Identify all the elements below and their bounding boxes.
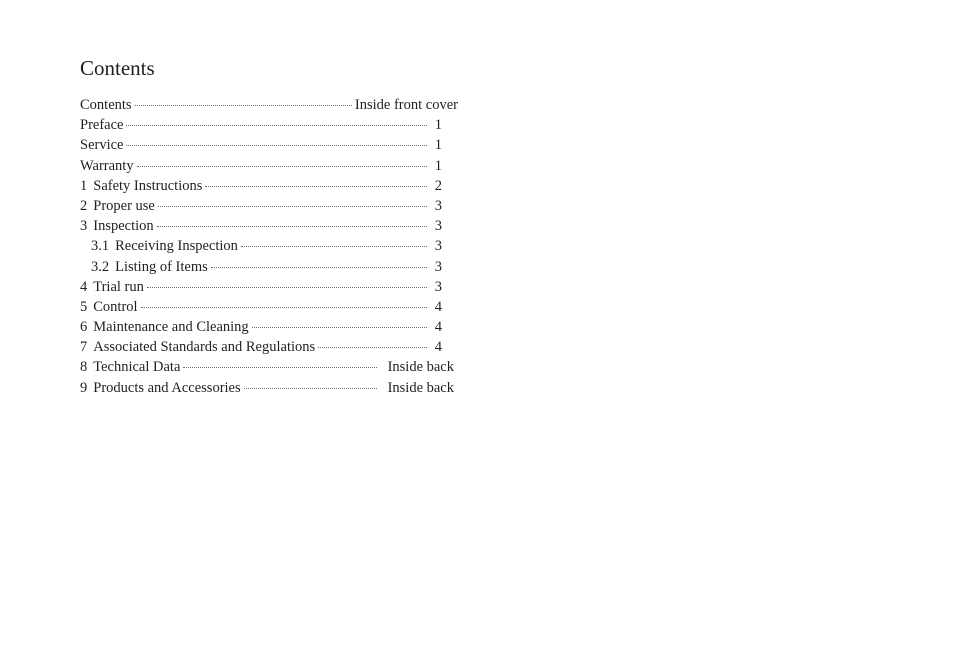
toc-entry-page: 1 — [434, 117, 442, 134]
toc-entry-number: 1 — [80, 177, 88, 194]
toc-entry-label: Preface — [80, 117, 124, 134]
toc-entry-label: Safety Instructions — [93, 177, 203, 194]
dot-leader — [137, 166, 427, 167]
toc-entry[interactable] — [80, 337, 458, 357]
toc-entry-page: 3 — [434, 238, 442, 255]
dot-leader — [135, 105, 352, 106]
toc-entry-label: Inspection — [93, 218, 154, 235]
toc-entry-number: 9 — [80, 379, 88, 396]
toc-entry-number: 4 — [80, 278, 88, 295]
toc-entry-number: 2 — [80, 197, 88, 214]
toc-entry[interactable] — [80, 357, 458, 377]
toc-entry-number: 3.2 — [91, 258, 110, 275]
toc-entry-page: Inside back — [387, 359, 454, 376]
toc-entry[interactable] — [80, 196, 458, 216]
toc-entry[interactable] — [80, 317, 458, 337]
toc-entry[interactable] — [80, 297, 458, 317]
toc-entry[interactable] — [80, 216, 458, 236]
dot-leader — [126, 125, 427, 126]
toc-entry-page: 3 — [434, 218, 442, 235]
toc-entry-number: 6 — [80, 319, 88, 336]
toc-entry-label: Control — [93, 298, 138, 315]
toc-entry-label: Receiving Inspection — [115, 238, 238, 255]
toc-entry[interactable] — [80, 176, 458, 196]
dot-leader — [158, 206, 427, 207]
toc-entry-number: 7 — [80, 339, 88, 356]
toc-entry[interactable] — [80, 257, 458, 277]
toc-entry[interactable] — [80, 95, 458, 115]
toc-entry-label: Contents — [80, 97, 132, 113]
toc-entry-label: Maintenance and Cleaning — [93, 319, 249, 336]
dot-leader — [205, 186, 427, 187]
toc-entry-page: Inside front cover — [354, 97, 458, 113]
dot-leader — [126, 145, 427, 146]
dot-leader — [252, 327, 427, 328]
toc-entry-page: 1 — [434, 157, 442, 174]
toc-entry[interactable] — [80, 236, 458, 256]
toc-entry-page: 2 — [434, 177, 442, 194]
toc-entry-page: 3 — [434, 278, 442, 295]
dot-leader — [147, 287, 427, 288]
table-of-contents — [80, 95, 458, 398]
toc-entry-number: 8 — [80, 359, 88, 376]
toc-entry[interactable] — [80, 115, 458, 135]
toc-entry-number: 5 — [80, 298, 88, 315]
toc-entry-page: 1 — [434, 137, 442, 154]
dot-leader — [183, 367, 376, 368]
toc-entry[interactable] — [80, 156, 458, 176]
toc-entry-page: 3 — [434, 197, 442, 214]
toc-entry-page: 3 — [434, 258, 442, 275]
toc-entry-label: Products and Accessories — [93, 379, 241, 396]
page-title: Contents — [80, 56, 155, 80]
dot-leader — [241, 246, 427, 247]
toc-entry-label: Proper use — [93, 197, 155, 214]
toc-entry-label: Associated Standards and Regulations — [93, 339, 316, 356]
toc-entry-page: 4 — [434, 298, 442, 315]
dot-leader — [157, 226, 427, 227]
toc-entry-label: Trial run — [93, 278, 144, 295]
dot-leader — [244, 388, 377, 389]
toc-entry-number: 3.1 — [91, 238, 110, 255]
toc-entry-number: 3 — [80, 218, 88, 235]
toc-entry[interactable] — [80, 135, 458, 155]
dot-leader — [318, 347, 427, 348]
toc-entry[interactable] — [80, 277, 458, 297]
toc-entry-label: Service — [80, 137, 124, 154]
toc-entry-page: 4 — [434, 339, 442, 356]
dot-leader — [211, 267, 427, 268]
toc-entry-label: Technical Data — [93, 359, 181, 376]
toc-entry-page: 4 — [434, 319, 442, 336]
toc-entry-label: Warranty — [80, 157, 134, 174]
toc-entry-page: Inside back — [387, 379, 454, 396]
toc-entry[interactable] — [80, 378, 458, 398]
dot-leader — [141, 307, 427, 308]
toc-entry-label: Listing of Items — [115, 258, 208, 275]
